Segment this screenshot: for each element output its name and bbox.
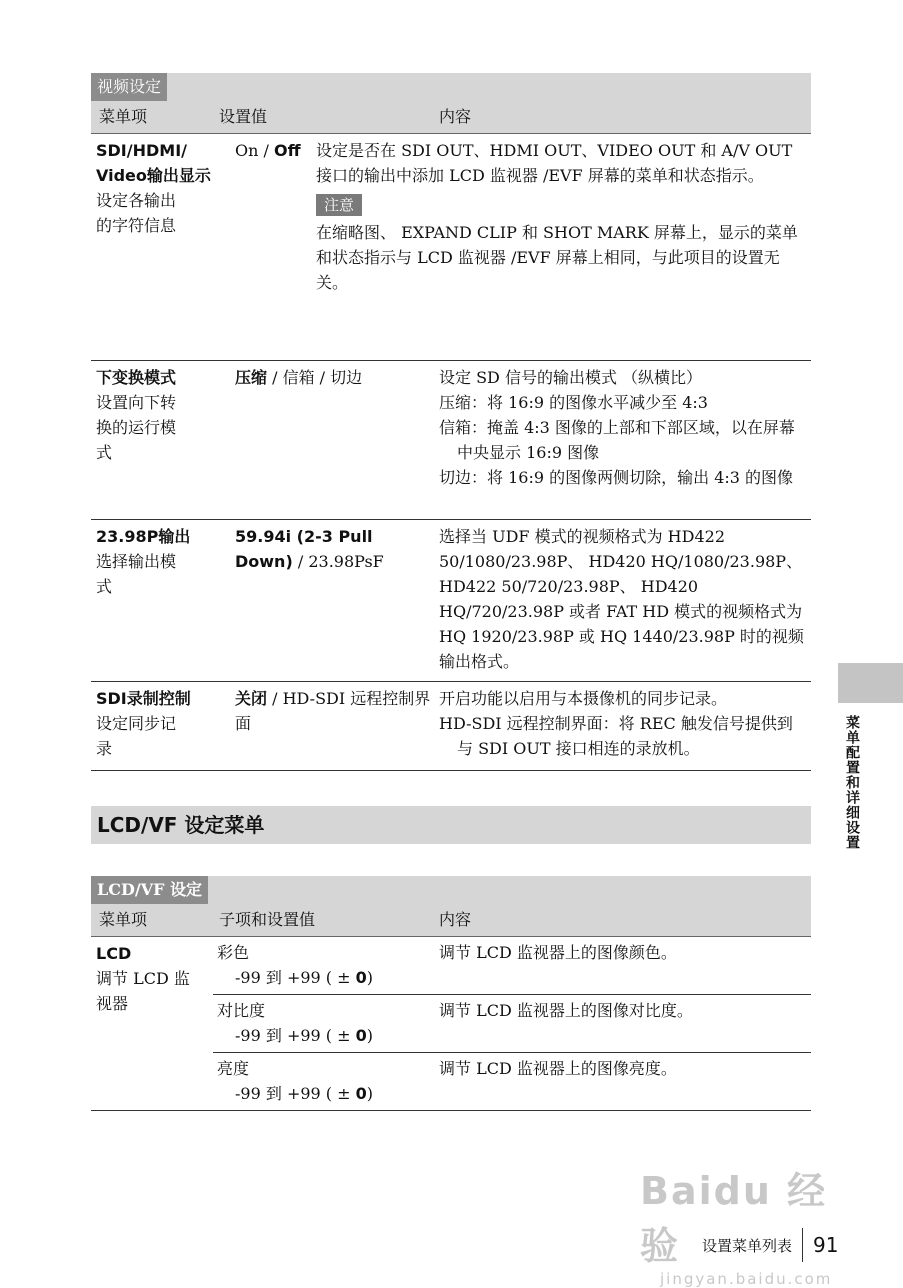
table-row — [91, 520, 811, 682]
setting-default: 关闭 — [235, 689, 268, 708]
item-desc: 设置向下转 换的运行模 式 — [96, 393, 177, 462]
subitem-row: 彩色 -99 到 +99 ( ± 0) 调节 LCD 监视器上的图像颜色。 — [213, 937, 811, 995]
page-number: 91 — [813, 1233, 839, 1257]
table-tab-label: LCD/VF 设定 — [91, 876, 208, 904]
setting-values: / 23.98PsF — [292, 552, 384, 571]
header-menu-item: 菜单项 — [99, 910, 148, 929]
chapter-side-text: 菜单配置和详细设置 — [844, 715, 860, 850]
setting-default: Off — [273, 141, 301, 160]
item-name: 23.98P输出 — [96, 527, 191, 546]
item-name: 下变换模式 — [96, 368, 177, 387]
table-row — [91, 682, 811, 771]
item-content: 设定是否在 SDI OUT、HDMI OUT、VIDEO OUT 和 A/V OUT 接口的输出中添加 LCD 监视器 /EVF 屏幕的菜单和状态指示。 — [316, 141, 793, 185]
header-content: 内容 — [439, 107, 472, 126]
note-text: 在缩略图、 EXPAND CLIP 和 SHOT MARK 屏幕上，显示的菜单和状态指示与 LCD 监视器 /EVF 屏幕上相同，与此项目的设置无关。 — [316, 223, 798, 292]
subitem-range: -99 到 +99 ( ± — [235, 1084, 356, 1103]
item-desc: 调节 LCD 监 视器 — [96, 969, 190, 1013]
table-tab-bar — [91, 876, 811, 904]
subitem-range: -99 到 +99 ( ± — [235, 968, 356, 987]
table-header — [91, 101, 811, 134]
subitem-content: 调节 LCD 监视器上的图像颜色。 — [439, 943, 677, 962]
table-tab-label: 视频设定 — [91, 73, 167, 101]
header-menu-item: 菜单项 — [99, 107, 148, 126]
content-line: 信箱：掩盖 4:3 图像的上部和下部区域，以在屏幕中央显示 16:9 图像 — [439, 418, 795, 462]
subitem-content: 调节 LCD 监视器上的图像亮度。 — [439, 1059, 677, 1078]
item-name: SDI录制控制 — [96, 689, 191, 708]
content-line: 压缩：将 16:9 的图像水平减少至 4:3 — [439, 393, 708, 412]
subitem-label: 亮度 — [217, 1059, 250, 1078]
subitem-default: 0 — [355, 968, 367, 987]
item-desc: 设定同步记 录 — [96, 714, 177, 758]
subitem-default: 0 — [355, 1084, 367, 1103]
chapter-side-tab — [838, 663, 903, 703]
header-setting-value: 设置值 — [219, 107, 268, 126]
subitem-row: 对比度 -99 到 +99 ( ± 0) 调节 LCD 监视器上的图像对比度。 — [213, 995, 811, 1053]
watermark-logo: Baidu 经验 — [640, 1169, 828, 1268]
content-line: 切边：将 16:9 的图像两侧切除，输出 4:3 的图像 — [439, 468, 794, 487]
setting-values: On / — [235, 141, 274, 160]
content-line: 设定 SD 信号的输出模式 （纵横比） — [439, 368, 703, 387]
item-name: SDI/HDMI/ Video输出显示 — [96, 141, 211, 185]
subitem-range: -99 到 +99 ( ± — [235, 1026, 356, 1045]
table-tab-bar — [91, 73, 811, 101]
setting-values: / 信箱 / 切边 — [267, 368, 363, 387]
item-content: 选择当 UDF 模式的视频格式为 HD422 50/1080/23.98P、 HD420 HQ/1080/23.98P、HD422 50/720/23.98P、 HD420 HQ/720/23.98P 或者 FAT HD 模式的视频格式为 HQ 1920/23.98P 或 HQ 1440/23.98P 时的视频输出格式。 — [439, 527, 804, 671]
table-row — [91, 361, 811, 520]
subitem-label: 对比度 — [217, 1001, 266, 1020]
content-line: HD-SDI 远程控制界面：将 REC 触发信号提供到与 SDI OUT 接口相连的录放机。 — [439, 714, 793, 758]
setting-default: 压缩 — [235, 368, 268, 387]
setting-values: / HD-SDI 远程控制界面 — [235, 689, 431, 733]
header-content: 内容 — [439, 910, 472, 929]
subitem-content: 调节 LCD 监视器上的图像对比度。 — [439, 1001, 693, 1020]
table-row — [91, 134, 811, 361]
content-line: 开启功能以启用与本摄像机的同步记录。 — [439, 689, 728, 708]
subitem-default: 0 — [355, 1026, 367, 1045]
subitem-label: 彩色 — [217, 943, 250, 962]
video-settings-table — [91, 73, 811, 771]
note-tag: 注意 — [316, 194, 362, 216]
item-desc: 选择输出模 式 — [96, 552, 177, 596]
table-header — [91, 904, 811, 937]
page-footer — [702, 1228, 838, 1262]
subitem-row: 亮度 -99 到 +99 ( ± 0) 调节 LCD 监视器上的图像亮度。 — [213, 1053, 811, 1110]
item-name: LCD — [96, 944, 132, 963]
table-row — [91, 937, 811, 1111]
lcd-settings-table — [91, 876, 811, 1111]
footer-divider — [802, 1228, 803, 1262]
header-subitem-value: 子项和设置值 — [219, 910, 316, 929]
setting-default: 59.94i (2-3 Pull Down) — [235, 527, 373, 571]
item-desc: 设定各输出 的字符信息 — [96, 191, 177, 235]
footer-section: 设置菜单列表 — [702, 1236, 793, 1255]
section-title: LCD/VF 设定菜单 — [91, 806, 811, 844]
watermark-url: jingyan.baidu.com — [660, 1270, 833, 1288]
